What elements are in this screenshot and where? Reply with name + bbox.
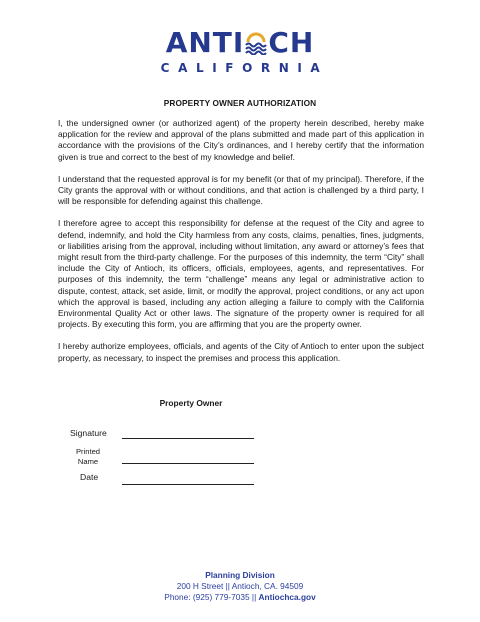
footer-phone: Phone: (925) 779-7035 || [164, 592, 259, 602]
footer [0, 570, 480, 603]
logo-text-left: ANTI [165, 26, 245, 59]
signature-label: Signature [70, 428, 107, 438]
footer-address: 200 H Street || Antioch, CA. 94509 [176, 581, 304, 591]
document-body [58, 118, 424, 375]
property-owner-heading: Property Owner [159, 398, 223, 408]
printed-label-line1: Printed [75, 447, 101, 456]
city-logo [0, 28, 480, 75]
footer-division: Planning Division [205, 570, 275, 580]
logo-subtitle: CALIFORNIA [160, 61, 329, 75]
logo-text-right: CH [268, 26, 315, 59]
logo-sun-wave-icon [244, 29, 268, 57]
printed-name-label [70, 447, 106, 467]
paragraph-responsibility: I understand that the requested approval is for my benefit (or that of my principal). Therefore, if the City grants the approval with or without conditions, and that action is challenged by a third party, I will be responsible for defending against this challenge. [58, 173, 424, 207]
logo-wordmark [166, 28, 315, 58]
printed-label-line2: Name [77, 457, 99, 466]
paragraph-indemnity: I therefore agree to accept this responsibility for defense at the request of the City and agree to defend, indemnify, and hold the City harmless from any costs, claims, penalties, fines, judgments, or liabilities arising from the approval, including without limitation, any award or attorney’s fees that might result from the third-party challenge. For the purposes of this indemnity, the term “City” shall include the City of Antioch, its officers, officials, employees, agents, and representatives. For purposes of this indemnity, the term “challenge” means any legal or administrative action to dispute, contest, attack, set aside, limit, or modify the approval, project conditions, or any act upon which the approval is based, including any action alleging a failure to comply with the California Environmental Quality Act or other laws. The signature of the property owner is required for all projects. By executing this form, you are affirming that you are the property owner. [58, 218, 424, 330]
footer-website-link[interactable]: Antiochca.gov [258, 592, 316, 602]
date-line[interactable] [122, 484, 254, 485]
document-title: PROPERTY OWNER AUTHORIZATION [163, 98, 317, 108]
paragraph-site-access: I hereby authorize employees, officials, and agents of the City of Antioch to enter upon the subject property, as necessary, to inspect the premises and process this application. [58, 341, 424, 363]
footer-contact [0, 592, 480, 603]
paragraph-certification: I, the undersigned owner (or authorized agent) of the property herein described, hereby make application for the review and approval of the plans submitted and made part of this application in accordance with the provisions of the City’s ordinances, and I hereby certify that the information given is true and correct to the best of my knowledge and belief. [58, 118, 424, 162]
signature-line[interactable] [122, 438, 254, 439]
date-label: Date [80, 472, 99, 482]
printed-name-line[interactable] [122, 463, 254, 464]
